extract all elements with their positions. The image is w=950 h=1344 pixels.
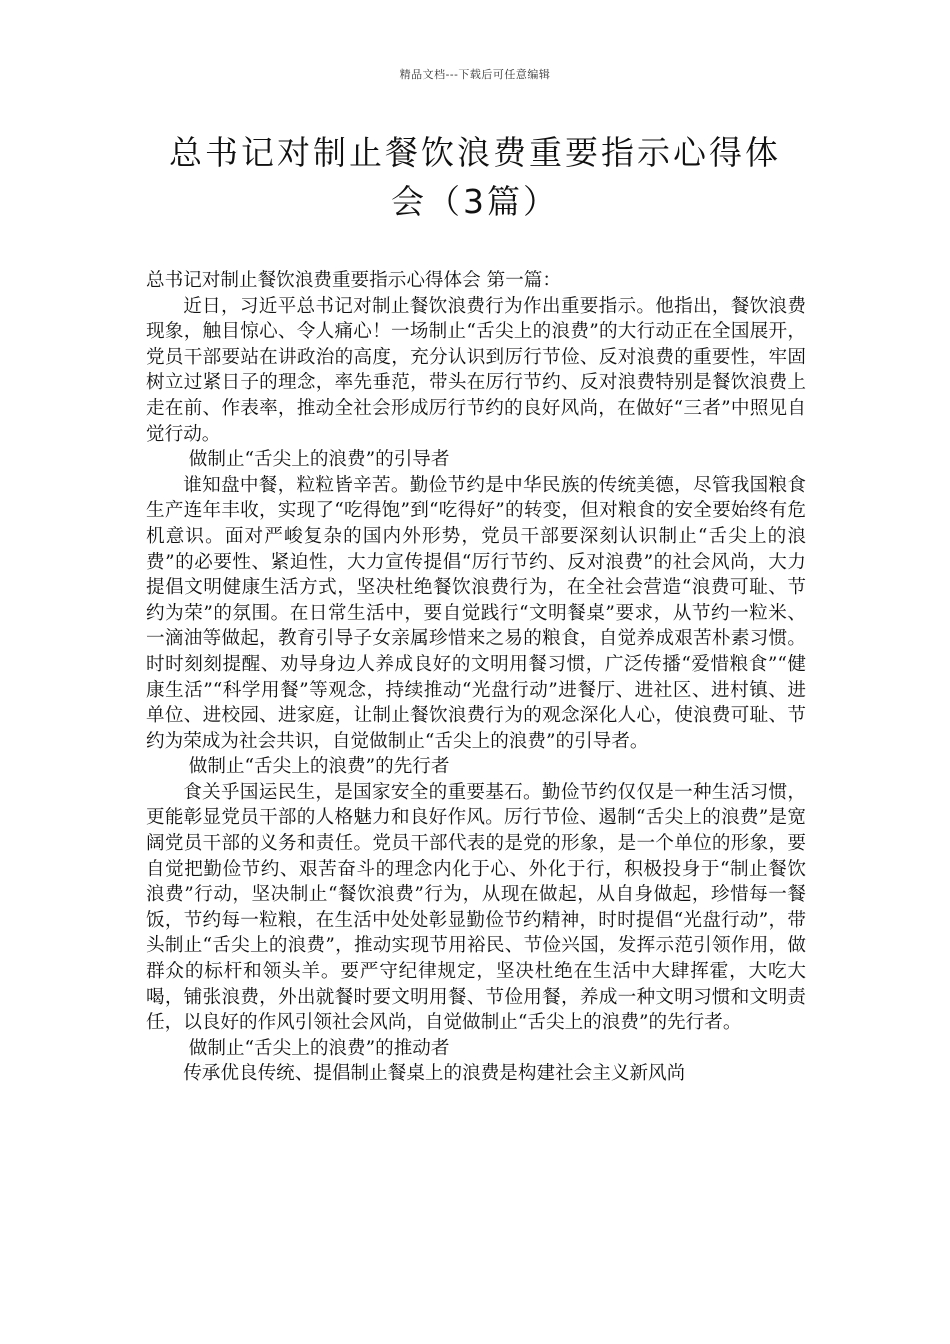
- section-heading: 做制止“舌尖上的浪费”的先行者: [188, 756, 450, 778]
- title-line-2: 会（3篇）: [391, 182, 559, 221]
- body-paragraph: 食关乎国运民生，是国家安全的重要基石。勤俭节约仅仅是一种生活习惯，更能彰显党员干部的人格魅力和良好作风。厉行节俭、遏制“舌尖上的浪费”是宽阔党员干部的义务和责任。党员干部代表的是党的形象，是一个单位的形象，要自觉把勤俭节约、艰苦奋斗的理念内化于心、外化于行，积极投身于“制止餐饮浪费”行动，坚决制止“餐饮浪费”行为，从现在做起，从自身做起，珍惜每一餐饭，节约每一粒粮，在生活中处处彰显勤俭节约精神，时时提倡“光盘行动”，带头制止“舌尖上的浪费”，推动实现节用裕民、节俭兴国，发挥示范引领作用，做群众的标杆和领头羊。要严守纪律规定，坚决杜绝在生活中大肆挥霍，大吃大喝，铺张浪费，外出就餐时要文明用餐、节俭用餐，养成一种文明习惯和文明责任，以良好的作风引领社会风尚，自觉做制止“舌尖上的浪费”的先行者。: [146, 781, 806, 1034]
- body-paragraph: 谁知盘中餐，粒粒皆辛苦。勤俭节约是中华民族的传统美德，尽管我国粮食生产连年丰收，实现了“吃得饱”到“吃得好”的转变，但对粮食的安全要始终有危机意识。面对严峻复杂的国内外形势，党员干部要深刻认识制止“舌尖上的浪费”的必要性、紧迫性，大力宣传提倡“厉行节约、反对浪费”的社会风尚，大力提倡文明健康生活方式，坚决杜绝餐饮浪费行为，在全社会营造“浪费可耻、节约为荣”的氛围。在日常生活中，要自觉践行“文明餐桌”要求，从节约一粒米、一滴油等做起，教育引导子女亲属珍惜来之易的粮食，自觉养成艰苦朴素习惯。时时刻刻提醒、劝导身边人养成良好的文明用餐习惯，广泛传播“爱惜粮食”“健康生活”“科学用餐”等观念，持续推动“光盘行动”进餐厅、进社区、进村镇、进单位、进校园、进家庭，让制止餐饮浪费行为的观念深化人心，使浪费可耻、节约为荣成为社会共识，自觉做制止“舌尖上的浪费”的引导者。: [146, 474, 806, 752]
- body-paragraph: 近日，习近平总书记对制止餐饮浪费行为作出重要指示。他指出，餐饮浪费现象，触目惊心、令人痛心！一场制止“舌尖上的浪费”的大行动正在全国展开，党员干部要站在讲政治的高度，充分认识到厉行节俭、反对浪费的重要性，牢固树立过紧日子的理念，率先垂范，带头在厉行节约、反对浪费特别是餐饮浪费上走在前、作表率，推动全社会形成厉行节约的良好风尚，在做好“三者”中照见自觉行动。: [146, 295, 806, 445]
- title-line-1: 总书记对制止餐饮浪费重要指示心得体: [169, 133, 781, 172]
- header-note: 精品文档---下载后可任意编辑: [399, 68, 551, 81]
- intro-line: 总书记对制止餐饮浪费重要指示心得体会 第一篇：: [146, 270, 561, 291]
- section-heading: 做制止“舌尖上的浪费”的推动者: [188, 1037, 450, 1059]
- document-title: [120, 128, 830, 226]
- body-paragraph: 传承优良传统、提倡制止餐桌上的浪费是构建社会主义新风尚: [183, 1063, 686, 1085]
- section-heading: 做制止“舌尖上的浪费”的引导者: [188, 449, 450, 471]
- document-body: [146, 268, 806, 1087]
